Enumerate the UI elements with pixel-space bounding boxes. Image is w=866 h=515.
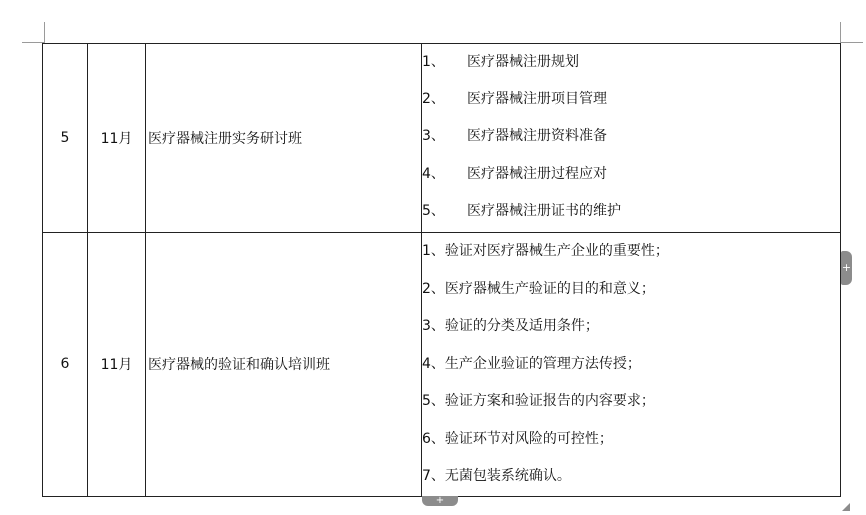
crop-mark-left-horizontal <box>22 42 44 43</box>
table-row <box>43 233 841 497</box>
topic-item <box>422 44 840 81</box>
topic-item <box>422 271 840 309</box>
topic-text: 验证对医疗器械生产企业的重要性； <box>444 243 669 259</box>
topics-cell[interactable] <box>422 233 841 497</box>
table-resize-handle[interactable] <box>842 496 850 504</box>
topic-item <box>422 421 840 459</box>
topic-number: 5、 <box>422 393 445 409</box>
topic-text: 医疗器械注册过程应对 <box>467 165 607 182</box>
topic-number: 6、 <box>422 430 445 447</box>
topic-item <box>422 383 840 421</box>
topic-number: 5、 <box>422 202 445 219</box>
topic-text: 医疗器械注册规划 <box>467 54 579 70</box>
topic-item <box>422 156 840 193</box>
topics-cell[interactable] <box>422 44 841 233</box>
topic-number: 7、 <box>422 468 445 484</box>
course-name[interactable]: 医疗器械注册实务研讨班 <box>146 44 422 233</box>
course-name[interactable]: 医疗器械的验证和确认培训班 <box>146 233 422 497</box>
topic-item <box>422 346 840 384</box>
topic-item <box>422 308 840 346</box>
crop-mark-right-horizontal <box>841 42 863 43</box>
crop-mark-right <box>840 22 841 43</box>
topic-number: 1、 <box>422 243 445 259</box>
topic-text: 生产企业验证的管理方法传授； <box>444 355 641 372</box>
topic-number: 4、 <box>422 355 445 372</box>
topic-number: 3、 <box>422 318 445 334</box>
table-row <box>43 44 841 233</box>
topic-number: 3、 <box>422 128 445 145</box>
add-column-handle[interactable]: + <box>841 251 852 285</box>
row-number[interactable]: 5 <box>43 44 88 233</box>
row-month[interactable]: 11月 <box>88 44 146 233</box>
topic-text: 验证方案和验证报告的内容要求； <box>444 393 655 409</box>
topic-text: 验证环节对风险的可控性； <box>444 430 613 447</box>
topic-item <box>422 233 840 271</box>
topic-number: 2、 <box>422 280 445 297</box>
topic-text: 验证的分类及适用条件； <box>444 318 599 334</box>
row-number[interactable]: 6 <box>43 233 88 497</box>
topic-number: 1、 <box>422 54 445 70</box>
course-table <box>42 43 841 497</box>
topic-item <box>422 458 840 496</box>
topic-item <box>422 81 840 118</box>
row-month[interactable]: 11月 <box>88 233 146 497</box>
topic-text: 医疗器械注册资料准备 <box>467 128 607 145</box>
topic-item <box>422 118 840 155</box>
topic-text: 无菌包装系统确认。 <box>444 468 571 484</box>
crop-mark-left <box>44 22 45 43</box>
add-row-handle[interactable]: + <box>422 496 458 506</box>
topic-text: 医疗器械生产验证的目的和意义； <box>444 280 655 297</box>
topic-text: 医疗器械注册项目管理 <box>467 91 607 108</box>
topic-item <box>422 193 840 230</box>
topic-text: 医疗器械注册证书的维护 <box>467 202 621 219</box>
topic-number: 2、 <box>422 91 445 108</box>
topic-number: 4、 <box>422 165 445 182</box>
resize-arrow-icon <box>842 503 850 511</box>
